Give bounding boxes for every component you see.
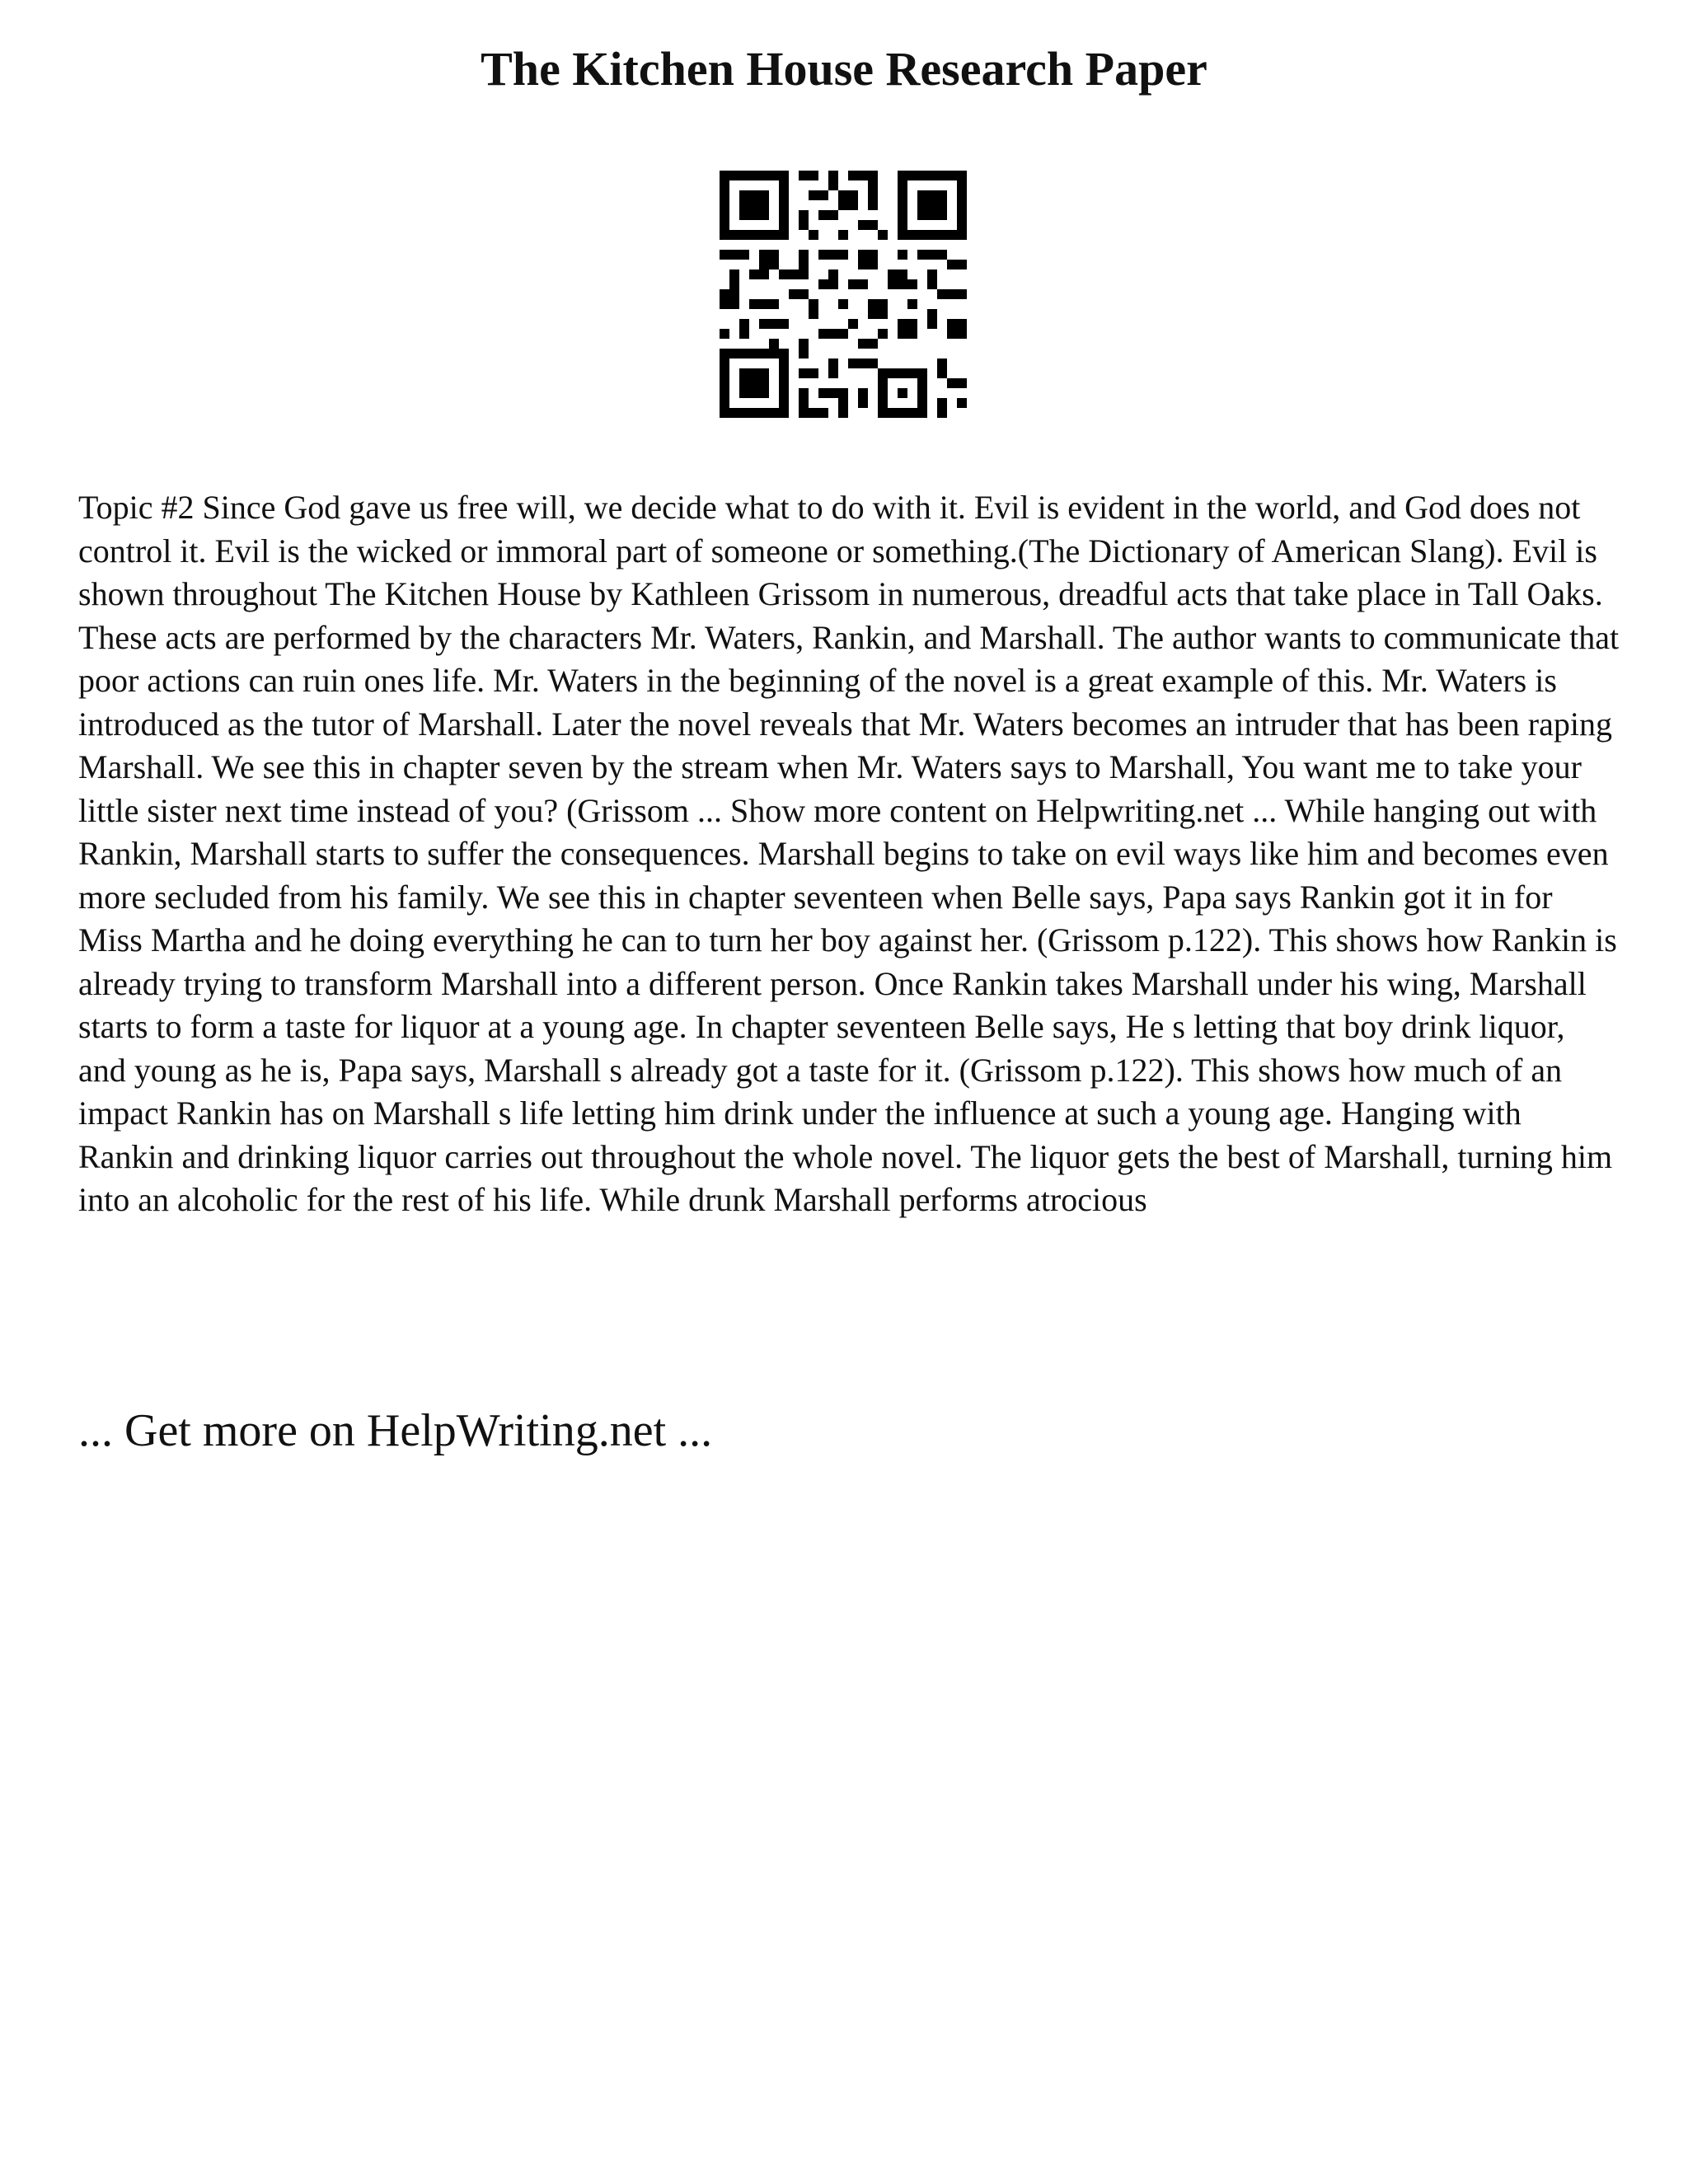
body-paragraph: Topic #2 Since God gave us free will, we decide what to do with it. Evil is evident in the world, and God does not control it. Evil is the wicked or immoral part of someone or something.(The Dictionary of American Slang). Evil is shown throughout The Kitchen House by Kathleen Grissom in numerous, dreadful acts that take place in Tall Oaks. These acts are performed by the characters Mr. Waters, Rankin, and Marshall. The author wants to communicate that poor actions can ruin ones life. Mr. Waters in the beginning of the novel is a great example of this. Mr. Waters is introduced as the tutor of Marshall. Later the novel reveals that Mr. Waters becomes an intruder that has been raping Marshall. We see this in chapter seven by the stream when Mr. Waters says to Marshall, You want me to take your little sister next time instead of you? (Grissom ... Show more content on Helpwriting.net ... While hanging out with Rankin, Marshall starts to suffer the consequences. Marshall begins to take on evil ways like him and becomes even more secluded from his family. We see this in chapter seventeen when Belle says, Papa says Rankin got it in for Miss Martha and he doing everything he can to turn her boy against her. (Grissom p.122). This shows how Rankin is already trying to transform Marshall into a different person. Once Rankin takes Marshall under his wing, Marshall starts to form a taste for liquor at a young age. In chapter seventeen Belle says, He s letting that boy drink liquor, and young as he is, Papa says, Marshall s already got a taste for it. (Grissom p.122). This shows how much of an impact Rankin has on Marshall s life letting him drink under the influence at such a young age. Hanging with Rankin and drinking liquor carries out throughout the whole novel. The liquor gets the best of Marshall, turning him into an alcoholic for the rest of his life. While drunk Marshall performs atrocious bbox=[78, 489, 1620, 1218]
qr-code-icon[interactable] bbox=[720, 171, 967, 418]
page-title: The Kitchen House Research Paper bbox=[481, 42, 1207, 96]
get-more-link[interactable]: ... Get more on HelpWriting.net ... bbox=[78, 1405, 713, 1456]
